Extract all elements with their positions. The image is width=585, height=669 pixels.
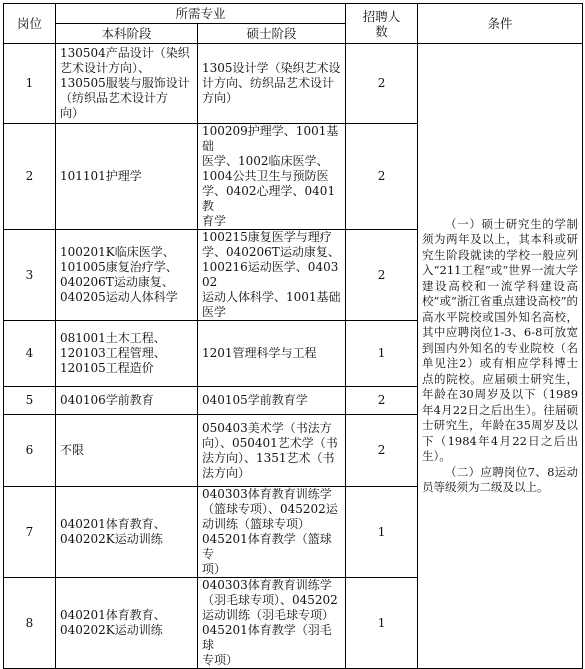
undergrad-major: 040201体育教育、 040202K运动训练 bbox=[56, 487, 198, 578]
undergrad-major: 不限 bbox=[56, 415, 198, 487]
master-major: 050403美术学（书法方 向）、050401艺术学（书 法方向）、1351艺术（书 法方向） bbox=[198, 415, 346, 487]
undergrad-major: 040106学前教育 bbox=[56, 387, 198, 415]
header-conditions: 条件 bbox=[418, 4, 583, 44]
position-id: 5 bbox=[4, 387, 56, 415]
hire-count: 1 bbox=[346, 487, 418, 578]
undergrad-major: 100201K临床医学、 101005康复治疗学、 040206T运动康复、 040205运动人体科学 bbox=[56, 230, 198, 321]
undergrad-major: 040201体育教育、 040202K运动训练 bbox=[56, 578, 198, 669]
position-id: 2 bbox=[4, 124, 56, 230]
hire-count: 1 bbox=[346, 321, 418, 387]
hire-count: 1 bbox=[346, 578, 418, 669]
position-id: 1 bbox=[4, 44, 56, 124]
header-undergrad: 本科阶段 bbox=[56, 24, 198, 44]
position-id: 4 bbox=[4, 321, 56, 387]
master-major: 1305设计学（染织艺术设 计方向、纺织品艺术设计 方向） bbox=[198, 44, 346, 124]
undergrad-major: 130504产品设计（染织 艺术设计方向）、 130505服装与服饰设计 （纺织品艺术设计方 向） bbox=[56, 44, 198, 124]
position-id: 8 bbox=[4, 578, 56, 669]
hire-count: 2 bbox=[346, 415, 418, 487]
condition-paragraph-1: （一）硕士研究生的学制须为两年及以上，其本科或研究生阶段就读的学校一般应列入“211工程”或“世界一流大学建设高校和一流学科建设高校”或“浙江省重点建设高校”的高水平院校或国外知名高校，其中应聘岗位1-3、6-8可放宽到国内外知名的专业院校（名单见注2）或有相应学科博士点的院校。应届硕士研究生，年龄在30周岁及以下（1989年4月22日之后出生）。往届硕士研究生，年龄在35周岁及以下（1984年4月22日之后出生）。 bbox=[422, 216, 579, 463]
master-major: 040303体育教育训练学 （羽毛球专项）、045202 运动训练（羽毛球专项） 045201体育教学（羽毛球 专项） bbox=[198, 578, 346, 669]
position-id: 3 bbox=[4, 230, 56, 321]
hire-count: 2 bbox=[346, 387, 418, 415]
position-id: 7 bbox=[4, 487, 56, 578]
table-row bbox=[4, 44, 583, 124]
header-count: 招聘人 数 bbox=[346, 4, 418, 44]
master-major: 040105学前教育学 bbox=[198, 387, 346, 415]
recruitment-table bbox=[3, 3, 583, 669]
header-position: 岗位 bbox=[4, 4, 56, 44]
master-major: 100209护理学、1001基础 医学、1002临床医学、 1004公共卫生与预防医 学、0402心理学、0401教 育学 bbox=[198, 124, 346, 230]
header-major: 所需专业 bbox=[56, 4, 346, 24]
header-master: 硕士阶段 bbox=[198, 24, 346, 44]
hire-count: 2 bbox=[346, 44, 418, 124]
undergrad-major: 081001土木工程、 120103工程管理、 120105工程造价 bbox=[56, 321, 198, 387]
master-major: 1201管理科学与工程 bbox=[198, 321, 346, 387]
conditions-cell bbox=[418, 44, 583, 669]
master-major: 040303体育教育训练学 （篮球专项）、045202运 动训练（篮球专项） 045201体育教学（篮球专 项） bbox=[198, 487, 346, 578]
undergrad-major: 101101护理学 bbox=[56, 124, 198, 230]
position-id: 6 bbox=[4, 415, 56, 487]
condition-paragraph-2: （二）应聘岗位7、8运动员等级须为二级及以上。 bbox=[422, 464, 579, 494]
master-major: 100215康复医学与理疗 学、040206T运动康复、 100216运动医学、040302 运动人体科学、1001基础 医学 bbox=[198, 230, 346, 321]
hire-count: 2 bbox=[346, 124, 418, 230]
hire-count: 2 bbox=[346, 230, 418, 321]
